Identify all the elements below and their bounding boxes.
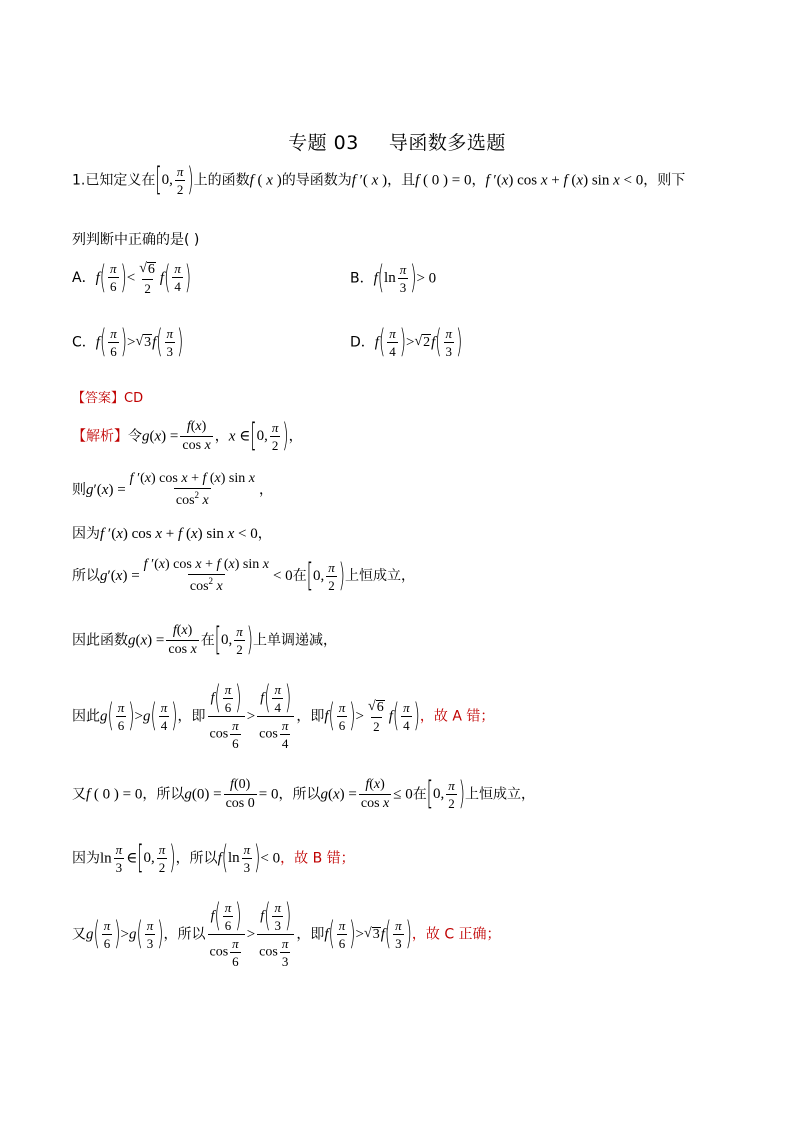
answer-line — [72, 392, 143, 405]
analysis-line-1: 【解析】令g(x) = $\frac{f(x)}{\text{cos x}}$ ，x ∈ [ 0, π 2 ) ， — [72, 416, 303, 454]
page-title — [0, 128, 794, 155]
analysis-line-2: 则g′(x) = $\frac{\text{f ′(x) cos x + f (x) sin x}}{\cos^2 x}$ ， — [72, 471, 273, 508]
analysis-line-6: 因此g ( π 6 ) >g ( π 4 ) ，即 f ( π 6 ) cos $\frac{\pi}{6}$ > f ( π 4 ) cos $\frac{\pi}{4}$ ，即f ( π 6 ) > √ 6 2 f ( π 4 ) ，故 A 错； — [72, 678, 495, 751]
analysis-line-7: 又f ( 0 ) = 0，所以g(0) = $\frac{f(0)}{\cos 0}$ = 0，所以g(x) = $\frac{f(x)}{\text{cos x}}$ ≤ 0在 [ 0, π 2 ) 上恒成立， — [72, 774, 535, 812]
analysis-line-5: 因此函数g(x) = $\frac{f(x)}{\text{cos x}}$ 在 [ 0, π 2 ) 上单调递减， — [72, 620, 338, 658]
title-prefix: 专题 03 — [288, 132, 359, 154]
question-line-1: 1.已知定义在 [ 0, π 2 ) 上的函数f ( x )的导函数为f ′( x )，且f ( 0 ) = 0，f ′(x) cos x + f (x) sin x < 0，则下 — [72, 160, 686, 198]
question-line-2: 列判断中正确的是( ) — [72, 232, 200, 248]
option-c: C．f ( π 6 ) > √ 3 f ( π 3 ) — [72, 322, 184, 360]
title-main: 导函数多选题 — [388, 132, 506, 154]
answer-label: 【答案】 — [72, 390, 125, 406]
analysis-label: 【解析】 — [72, 428, 128, 444]
answer-value: CD — [124, 390, 144, 406]
analysis-line-9: 又g ( π 6 ) >g ( π 3 ) ，所以 f ( π 6 ) cos $\frac{\pi}{6}$ > f ( π 3 ) cos $\frac{\pi}{3}$ ，即f ( π 6 ) > √ 3 f ( π 3 ) ，故 C 正确； — [72, 896, 501, 969]
question-number: 1. — [72, 172, 86, 188]
option-d: D．f ( π 4 ) > √ 2 f ( π 3 ) — [350, 322, 463, 360]
analysis-line-3: 因为f ′(x) cos x + f (x) sin x < 0， — [72, 525, 272, 542]
analysis-line-4: 所以g′(x) = $\frac{\text{f ′(x) cos x + f (x) sin x}}{\cos^2 x}$ < 0在 [ 0, π 2 ) 上恒成立， — [72, 556, 415, 594]
option-b: B．f ( ln π 3 ) > 0 — [350, 258, 437, 296]
option-a: A．f ( π 6 ) < √ 6 2 f ( π 4 ) — [72, 257, 192, 296]
analysis-line-8: 因为ln $\frac{\pi}{3}$ ∈ [ 0, π 2 ) ，所以f ( ln π 3 ) < 0，故 B 错； — [72, 838, 355, 876]
